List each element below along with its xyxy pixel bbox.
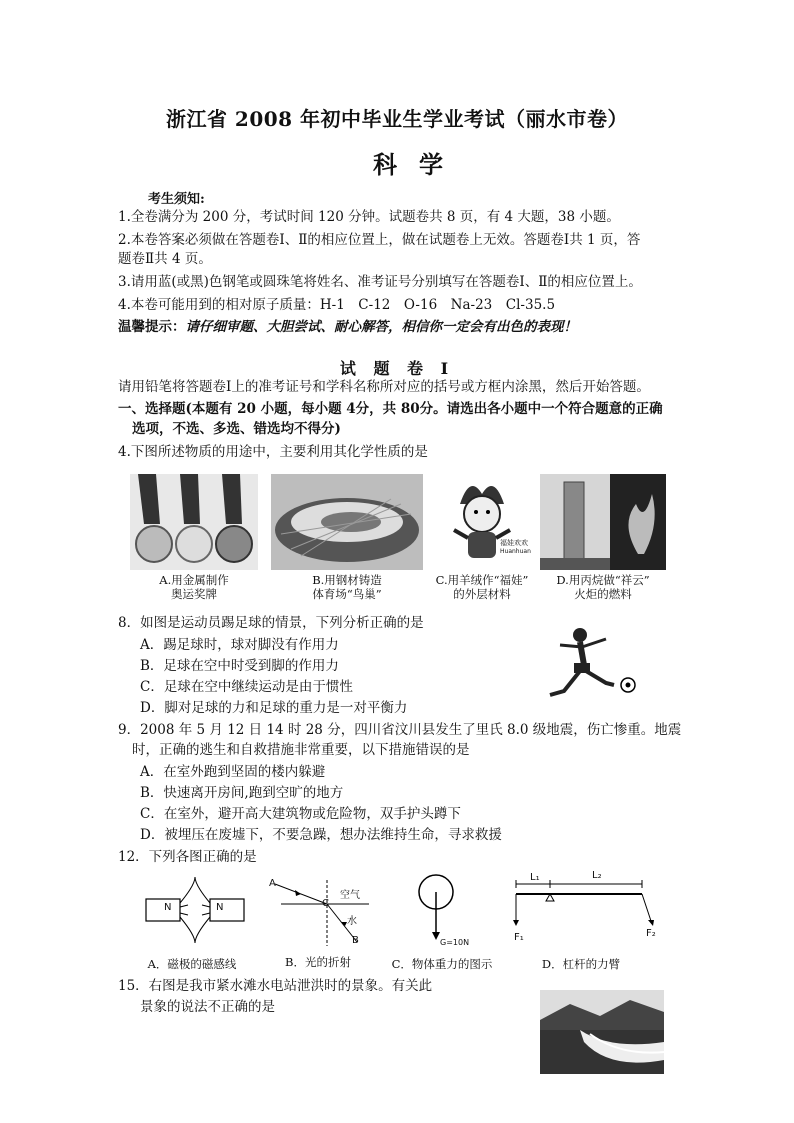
subject-title: 科学 <box>373 150 465 179</box>
q4-photo-torch <box>540 474 666 570</box>
part1-heading-cont: 选项，不选、多选、错选均不得分) <box>132 421 341 437</box>
q9-option-b: B．快速离开房间,跑到空旷的地方 <box>140 785 344 801</box>
soccer-player-illustration <box>540 625 640 705</box>
lever-label-f2: F₂ <box>646 928 656 939</box>
notice-item-3: 3.请用蓝(或黑)色钢笔或圆珠笔将姓名、准考证号分别填写在答题卷Ⅰ、Ⅱ的相应位置上。 <box>118 274 642 290</box>
q4-photo-mascot <box>430 474 534 570</box>
part1-heading: 一、选择题(本题有 20 小题，每小题 4分，共 80分。请选出各小题中一个符合题意的正确 <box>118 401 663 417</box>
q9-stem: 9．2008 年 5 月 12 日 14 时 28 分，四川省汶川县发生了里氏 8.0 级地震，伤亡惨重。地震 <box>118 722 682 738</box>
torch-image <box>540 474 666 570</box>
q9-stem-cont: 时，正确的逃生和自救措施非常重要，以下措施错误的是 <box>132 742 470 758</box>
q4-photo-medals <box>130 474 258 570</box>
medium-label-water: 水 <box>347 916 357 927</box>
q12-caption-d: D．杠杆的力臂 <box>541 957 621 971</box>
mascot-label: 福娃欢欢 <box>500 539 528 547</box>
notice-item-1: 1.全卷满分为 200 分，考试时间 120 分钟。试题卷共 8 页，有 4 大题，38 小题。 <box>118 209 620 225</box>
medium-label-air: 空气 <box>340 890 360 901</box>
q9-option-c: C．在室外，避开高大建筑物或危险物，双手护头蹲下 <box>140 806 461 822</box>
magnet-field-diagram <box>140 875 250 945</box>
q12-stem: 12．下列各图正确的是 <box>118 849 257 865</box>
mascot-label-en: Huanhuan <box>500 548 531 555</box>
section-instruction: 请用铅笔将答题卷Ⅰ上的准考证号和学科名称所对应的括号或方框内涂黑，然后开始答题。 <box>118 379 650 395</box>
q4-caption-a-line1: A.用金属制作 <box>159 573 229 587</box>
magnet-label-right: N <box>216 902 224 913</box>
q4-caption-b-line1: B.用钢材铸造 <box>312 573 382 587</box>
q8-option-d: D．脚对足球的力和足球的重力是一对平衡力 <box>140 700 408 716</box>
warm-tip <box>118 318 577 336</box>
medals-image <box>130 474 258 570</box>
q4-caption-c-line1: C.用羊绒作“福娃” <box>435 573 529 587</box>
q4-photo-birdnest <box>271 474 423 570</box>
q4-caption-c <box>424 573 540 601</box>
magnet-label-left: N <box>164 902 172 913</box>
birdnest-image <box>271 474 423 570</box>
notice-item-4: 4.本卷可能用到的相对原子质量：H-1 C-12 O-16 Na-23 Cl-35.5 <box>118 297 556 313</box>
point-label-c: C <box>322 898 329 909</box>
q4-caption-d <box>536 573 670 601</box>
q4-caption-d-line1: D.用丙烷做“祥云” <box>556 573 650 587</box>
q15-stem-cont: 景象的说法不正确的是 <box>140 999 275 1015</box>
q8-stem: 8．如图是运动员踢足球的情景，下列分析正确的是 <box>118 615 424 631</box>
q4-stem: 4.下图所述物质的用途中，主要利用其化学性质的是 <box>118 444 428 460</box>
lever-label-l2: L₂ <box>592 870 602 881</box>
ray-label-a: A <box>269 878 276 889</box>
notice-heading: 考生须知: <box>148 192 205 207</box>
dam-spillway-image <box>540 990 664 1074</box>
q4-caption-a <box>130 573 258 601</box>
q4-caption-a-line2: 奥运奖牌 <box>171 587 217 601</box>
q4-caption-b <box>271 573 423 601</box>
q12-caption-b: B．光的折射 <box>285 955 351 969</box>
q8-option-b: B．足球在空中时受到脚的作用力 <box>140 658 339 674</box>
warm-tip-label: 温馨提示： <box>118 319 186 335</box>
notice-item-2: 2.本卷答案必须做在答题卷Ⅰ、Ⅱ的相应位置上，做在试题卷上无效。答题卷Ⅰ共 1 页，答 <box>118 232 641 248</box>
q9-option-a: A．在室外跑到坚固的楼内躲避 <box>140 764 326 780</box>
q8-option-a: A．踢足球时，球对脚没有作用力 <box>140 637 339 653</box>
q4-caption-b-line2: 体育场“鸟巢” <box>312 587 382 601</box>
gravity-label: G=10N <box>440 938 470 947</box>
notice-item-2-cont: 题卷Ⅱ共 4 页。 <box>118 251 212 267</box>
lever-label-l1: L₁ <box>530 872 540 883</box>
q8-option-c: C．足球在空中继续运动是由于惯性 <box>140 679 353 695</box>
q12-caption-c: C．物体重力的图示 <box>391 957 493 971</box>
q4-caption-c-line2: 的外层材料 <box>453 587 511 601</box>
q15-photo-dam <box>540 990 664 1074</box>
q9-option-d: D．被埋压在废墟下，不要急躁，想办法维持生命，寻求救援 <box>140 827 502 843</box>
lever-label-f1: F₁ <box>514 932 524 943</box>
section-title: 试 题 卷 Ⅰ <box>339 359 455 378</box>
exam-title: 浙江省 2008 年初中毕业生学业考试（丽水市卷） <box>165 107 629 131</box>
q4-caption-d-line2: 火炬的燃料 <box>574 587 632 601</box>
mascot-image <box>430 474 534 570</box>
warm-tip-text: 请仔细审题、大胆尝试、耐心解答，相信你一定会有出色的表现！ <box>185 319 577 335</box>
q12-caption-a: A．磁极的磁感线 <box>147 957 237 971</box>
ray-label-b: B <box>352 935 359 946</box>
q15-stem: 15．右图是我市紧水滩水电站泄洪时的景象。有关此 <box>118 978 433 994</box>
